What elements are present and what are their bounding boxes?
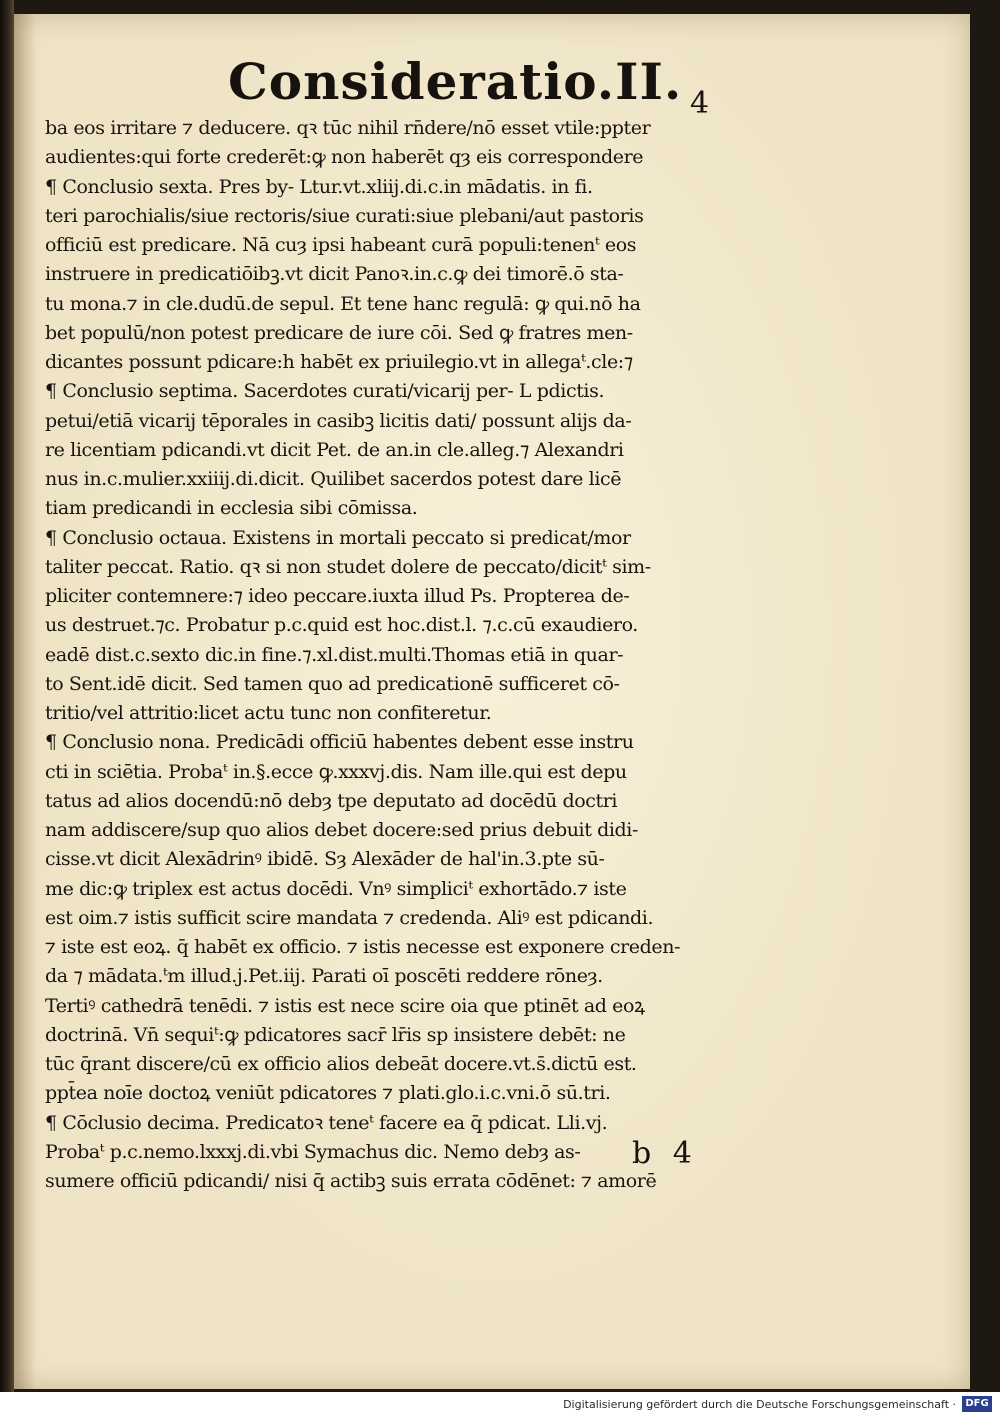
text-line: ¶ Conclusio septima. Sacerdotes curati/vicarij per- L pdictis. <box>45 380 605 403</box>
text-line: eadē dist.c.sexto dic.in fine.⁊.xl.dist.multi.Thomas etiā in quar- <box>45 643 624 666</box>
signature-mark: b 4 <box>632 1136 698 1171</box>
text-line: cisse.vt dicit Alexādrinꝰ ibidē. Sȝ Alexāder de hal'in.3.pte sū- <box>45 848 605 871</box>
body-text <box>45 114 755 1196</box>
text-line: ppt̄ea noīe doctoꝝ veniūt pdicatores ⁊ plati.glo.i.c.vni.ō sū.tri. <box>45 1082 611 1105</box>
text-line: pliciter contemnere:⁊ ideo peccare.iuxta illud Ps. Propterea de- <box>45 585 630 607</box>
text-line: tūc q̄rant discere/cū ex officio alios debeāt docere.vt.s̄.dictū est. <box>45 1053 637 1075</box>
text-line: ⁊ iste est eoꝝ. q̄ habēt ex officio. ⁊ istis necesse est exponere creden- <box>45 936 681 958</box>
text-line: ¶ Conclusio sexta. Pres by- Ltur.vt.xliij.di.c.in mādatis. in fi. <box>45 175 593 198</box>
footer-bar <box>0 1392 1000 1418</box>
text-line: nam addiscere/sup quo alios debet docere:sed prius debuit didi- <box>45 819 638 841</box>
text-line: petui/etiā vicarij tēporales in casibꝫ licitis dati/ possunt alijs da- <box>45 409 632 432</box>
text-line: tritio/vel attritio:licet actu tunc non confiteretur. <box>45 702 492 724</box>
dfg-logo: DFG <box>962 1396 992 1412</box>
text-line: tatus ad alios docendū:nō debȝ tpe deputato ad docēdū doctri <box>45 789 618 812</box>
text-line: tu mona.⁊ in cle.dudū.de sepul. Et tene hanc regulā: ꝙ qui.nō ha <box>45 292 641 315</box>
text-line: Probaᵗ p.c.nemo.lxxxj.di.vbi Symachus dic. Nemo debȝ as- <box>45 1140 581 1163</box>
text-line: doctrinā. Vn̄ sequiᵗ:ꝙ pdicatores sacr̄ lr̄is sp insistere debēt: ne <box>45 1023 626 1046</box>
running-title: Consideratio.II. <box>228 52 683 111</box>
text-line: bet populū/non potest predicare de iure cōi. Sed ꝙ fratres men- <box>45 321 633 344</box>
text-line: dicantes possunt pdicare:h habēt ex priuilegio.vt in allegaᵗ.cle:⁊ <box>45 351 633 373</box>
text-line: cti in sciētia. Probaᵗ in.§.ecce ꝙ.xxxvj.dis. Nam ille.qui est depu <box>45 760 627 783</box>
text-line: da ⁊ mādata.ᵗm illud.j.Pet.iij. Parati oī poscēti reddere rōneȝ. <box>45 965 603 988</box>
text-line: ¶ Conclusio nona. Predicādi officiū habentes debent esse instru <box>45 731 634 754</box>
text-line: re licentiam pdicandi.vt dicit Pet. de an.in cle.alleg.⁊ Alexandri <box>45 438 624 461</box>
text-line: us destruet.⁊c. Probatur p.c.quid est hoc.dist.l. ⁊.c.cū exaudiero. <box>45 614 638 637</box>
footer-credit: Digitalisierung gefördert durch die Deutsche Forschungsgemeinschaft · <box>563 1398 956 1411</box>
text-line: officiū est predicare. Nā cuȝ ipsi habeant curā populi:tenenᵗ eos <box>45 234 637 256</box>
text-line: taliter peccat. Ratio. qꝛ si non studet dolere de peccato/dicitᵗ sim- <box>45 555 651 578</box>
text-line: Tertiꝰ cathedrā tenēdi. ⁊ istis est nece scire oia que ptinēt ad eoꝝ <box>45 994 645 1017</box>
book-spine-shadow <box>0 0 14 1392</box>
text-line: ba eos irritare ⁊ deducere. qꝛ tūc nihil rn̄dere/nō esset vtile:ppter <box>45 117 651 139</box>
text-line: me dic:ꝙ triplex est actus docēdi. Vnꝰ simpliciᵗ exhortādo.⁊ iste <box>45 877 627 900</box>
text-line: instruere in predicatiōibꝫ.vt dicit Panoꝛ.in.c.ꝙ dei timorē.ō sta- <box>45 263 624 286</box>
text-line: nus in.c.mulier.xxiiij.di.dicit. Quilibet sacerdos potest dare licē <box>45 468 622 490</box>
text-line: ¶ Cōclusio decima. Predicatoꝛ teneᵗ facere ea q̄ pdicat. Lli.vj. <box>45 1111 608 1134</box>
text-line: sumere officiū pdicandi/ nisi q̄ actibꝫ suis errata cōdēnet: ⁊ amorē <box>45 1170 657 1192</box>
text-line: ¶ Conclusio octaua. Existens in mortali peccato si predicat/mor <box>45 526 631 549</box>
text-line: est oim.⁊ istis sufficit scire mandata ⁊ credenda. Aliꝰ est pdicandi. <box>45 906 654 929</box>
text-line: to Sent.idē dicit. Sed tamen quo ad predicationē sufficeret cō- <box>45 672 620 695</box>
text-line: audientes:qui forte crederēt:ꝙ non haberēt qȝ eis correspondere <box>45 146 644 169</box>
folio-number: 4 <box>690 86 710 121</box>
text-line: teri parochialis/siue rectoris/siue curati:siue plebani/aut pastoris <box>45 204 644 227</box>
text-line: tiam predicandi in ecclesia sibi cōmissa. <box>45 497 418 520</box>
